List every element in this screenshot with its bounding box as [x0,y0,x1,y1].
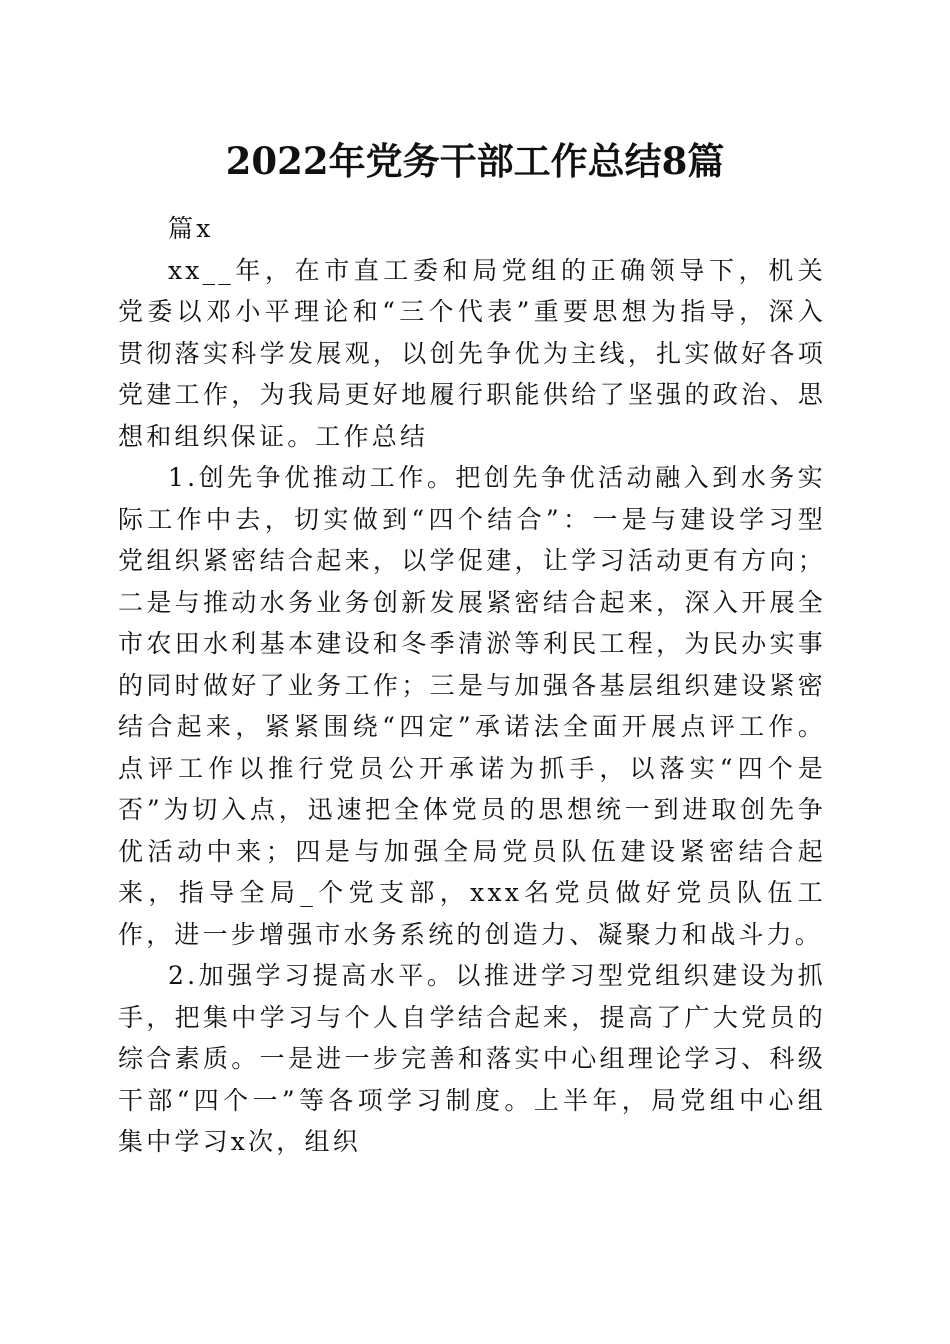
section-label: 篇x [168,214,214,243]
document-body [118,208,826,1163]
document-title: 2022年党务干部工作总结8篇 [225,139,725,183]
intro-paragraph: xx__年，在市直工委和局党组的正确领导下，机关党委以邓小平理论和“三个代表”重要思想为指导，深入贯彻落实科学发展观，以创先争优为主线，扎实做好各项党建工作，为我局更好地履行职能供给了坚强的政治、思想和组织保证。工作总结 [118,255,826,451]
paragraph-2: 2.加强学习提高水平。以推进学习型党组织建设为抓手，把集中学习与个人自学结合起来，提高了广大党员的综合素质。一是进一步完善和落实中心组理论学习、科级干部“四个一”等各项学习制度。上半年，局党组中心组集中学习x次，组织 [118,961,826,1156]
paragraph-1: 1.创先争优推动工作。把创先争优活动融入到水务实际工作中去，切实做到“四个结合”：一是与建设学习型党组织紧密结合起来，以学促建，让学习活动更有方向；二是与推动水务业务创新发展紧密结合起来，深入开展全市农田水利基本建设和冬季清淤等利民工程，为民办实事的同时做好了业务工作；三是与加强各基层组织建设紧密结合起来，紧紧围绕“四定”承诺法全面开展点评工作。点评工作以推行党员公开承诺为抓手，以落实“四个是否”为切入点，迅速把全体党员的思想统一到进取创先争优活动中来；四是与加强全局党员队伍建设紧密结合起来，指导全局_个党支部，xxx名党员做好党员队伍工作，进一步增强市水务系统的创造力、凝聚力和战斗力。 [118,463,826,949]
